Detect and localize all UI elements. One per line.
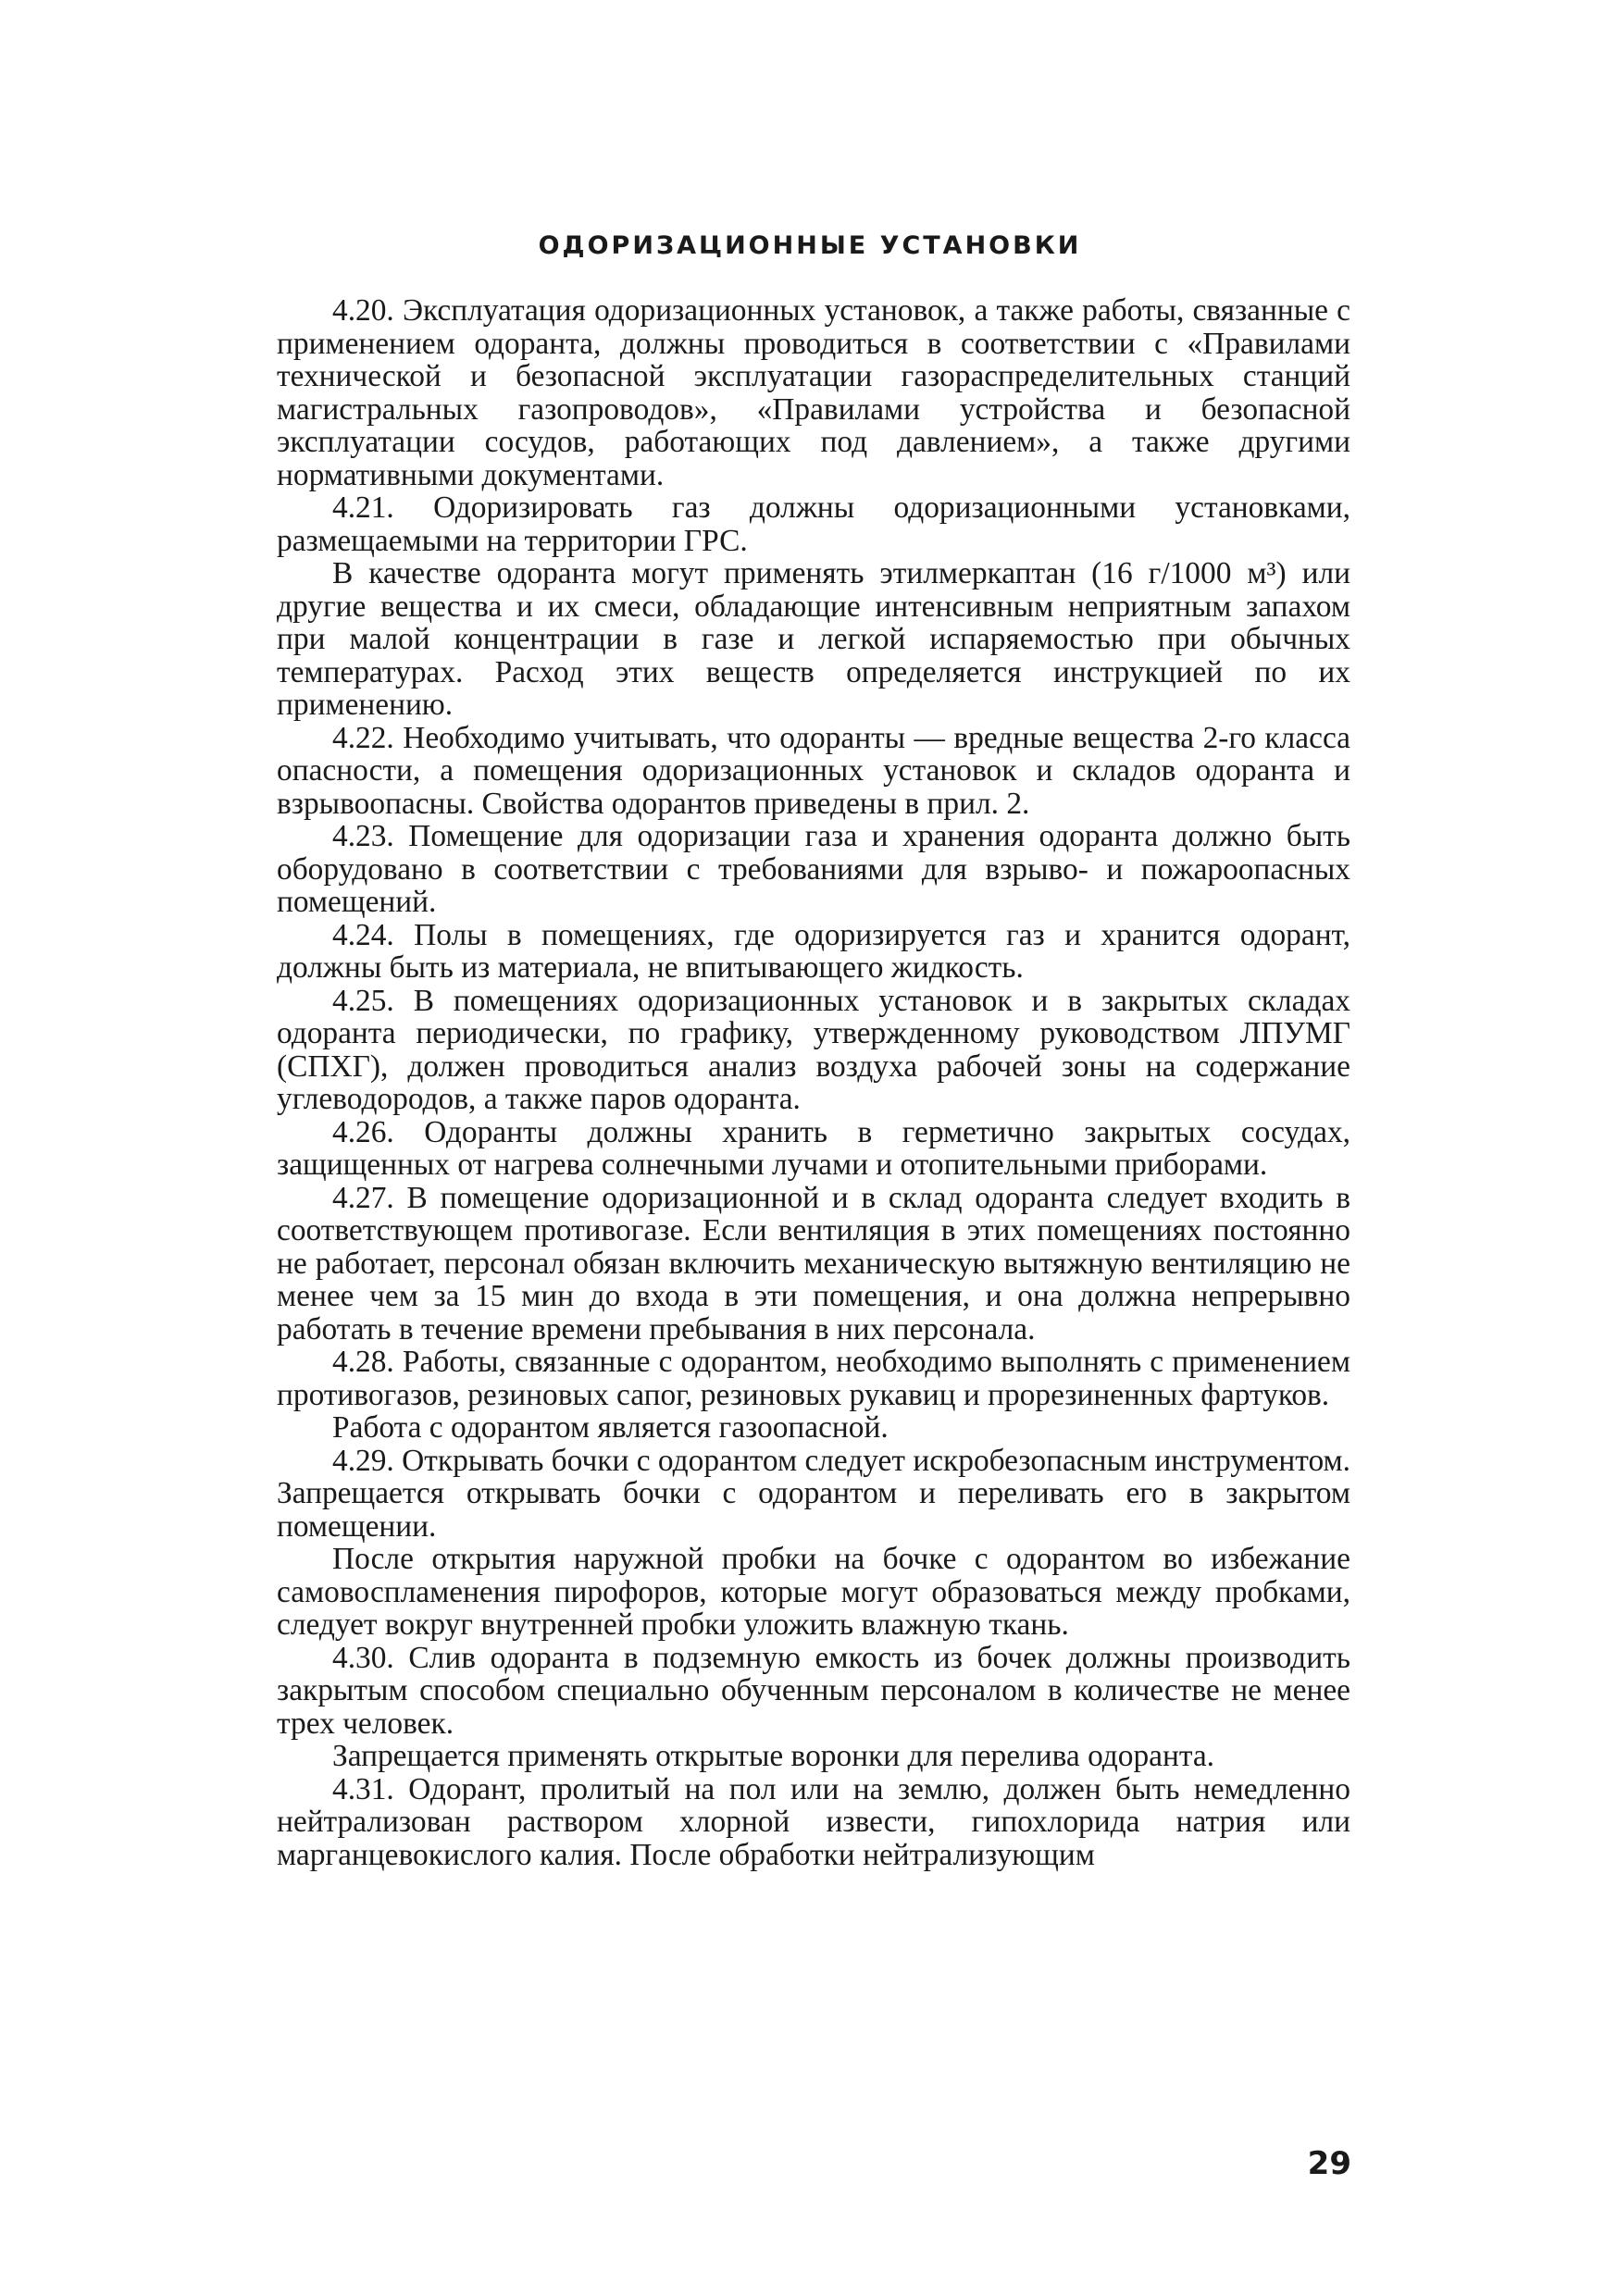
paragraph-4-23: 4.23. Помещение для одоризации газа и хранения одоранта должно быть оборудовано в соответствии с требованиями для взрыво- и пожароопасных помещений. <box>277 819 1350 919</box>
paragraph-wet-cloth: После открытия наружной пробки на бочке с одорантом во избежание самовоспламенения пирофоров, которые могут образоваться между пробками, следует вокруг внутренней пробки уложить влажную ткань. <box>277 1542 1350 1642</box>
section-heading: ОДОРИЗАЦИОННЫЕ УСТАНОВКИ <box>538 231 1082 260</box>
paragraph-gas-hazard: Работа с одорантом является газоопасной. <box>332 1410 889 1445</box>
paragraph-4-28: 4.28. Работы, связанные с одорантом, необходимо выполнять с применением противогазов, резиновых сапог, резиновых рукавиц и прорезиненных фартуков. <box>277 1345 1350 1412</box>
paragraph-4-24: 4.24. Полы в помещениях, где одоризируется газ и хранится одорант, должны быть из материала, не впитывающего жидкость. <box>277 917 1350 985</box>
paragraph-4-22: 4.22. Необходимо учитывать, что одоранты — вредные вещества 2-го класса опасности, а помещения одоризационных установок и складов одоранта и взрывоопасны. Свойства одорантов приведены в прил. 2. <box>277 720 1350 821</box>
paragraph-4-31: 4.31. Одорант, пролитый на пол или на землю, должен быть немедленно нейтрализован раствором хлорной извести, гипохлорида натрия или марганцевокислого калия. После обработки нейтрализующим <box>277 1771 1350 1872</box>
paragraph-4-25: 4.25. В помещениях одоризационных установок и в закрытых складах одоранта периодически, по графику, утвержденному руководством ЛПУМГ (СПХГ), должен проводиться анализ воздуха рабочей зоны на содержание углеводородов, а также паров одоранта. <box>277 983 1350 1116</box>
paragraph-funnels: Запрещается применять открытые воронки для перелива одоранта. <box>332 1739 1215 1773</box>
body-text <box>277 294 1350 1871</box>
paragraph-odorant-types: В качестве одоранта могут применять этилмеркаптан (16 г/1000 м³) или другие вещества и их смеси, обладающие интенсивным неприятным запахом при малой концентрации в газе и легкой испаряемостью при обычных температурах. Расход этих веществ определяется инструкцией по их применению. <box>277 556 1350 722</box>
paragraph-4-20: 4.20. Эксплуатация одоризационных установок, а также работы, связанные с применением одоранта, должны проводиться в соответствии с «Правилами технической и безопасной эксплуатации газораспределительных станций магистральных газопроводов», «Правилами устройства и безопасной эксплуатации сосудов, работающих под давлением», а также другими нормативными документами. <box>277 293 1350 492</box>
paragraph-4-21: 4.21. Одоризировать газ должны одоризационными установками, размещаемыми на территории ГРС. <box>277 490 1350 558</box>
paragraph-4-30: 4.30. Слив одоранта в подземную емкость из бочек должны производить закрытым способом специально обученным персоналом в количестве не менее трех человек. <box>277 1640 1350 1741</box>
page-number: 29 <box>1307 2145 1351 2182</box>
paragraph-4-26: 4.26. Одоранты должны хранить в герметично закрытых сосудах, защищенных от нагрева солнечными лучами и отопительными приборами. <box>277 1114 1350 1182</box>
paragraph-4-27: 4.27. В помещение одоризационной и в склад одоранта следует входить в соответствующем противогазе. Если вентиляция в этих помещениях постоянно не работает, персонал обязан включить механическую вытяжную вентиляцию не менее чем за 15 мин до входа в эти помещения, и она должна непрерывно работать в течение времени пребывания в них персонала. <box>277 1180 1350 1347</box>
paragraph-4-29: 4.29. Открывать бочки с одорантом следует искробезопасным инструментом. Запрещается открывать бочки с одорантом и переливать его в закрытом помещении. <box>277 1443 1350 1544</box>
